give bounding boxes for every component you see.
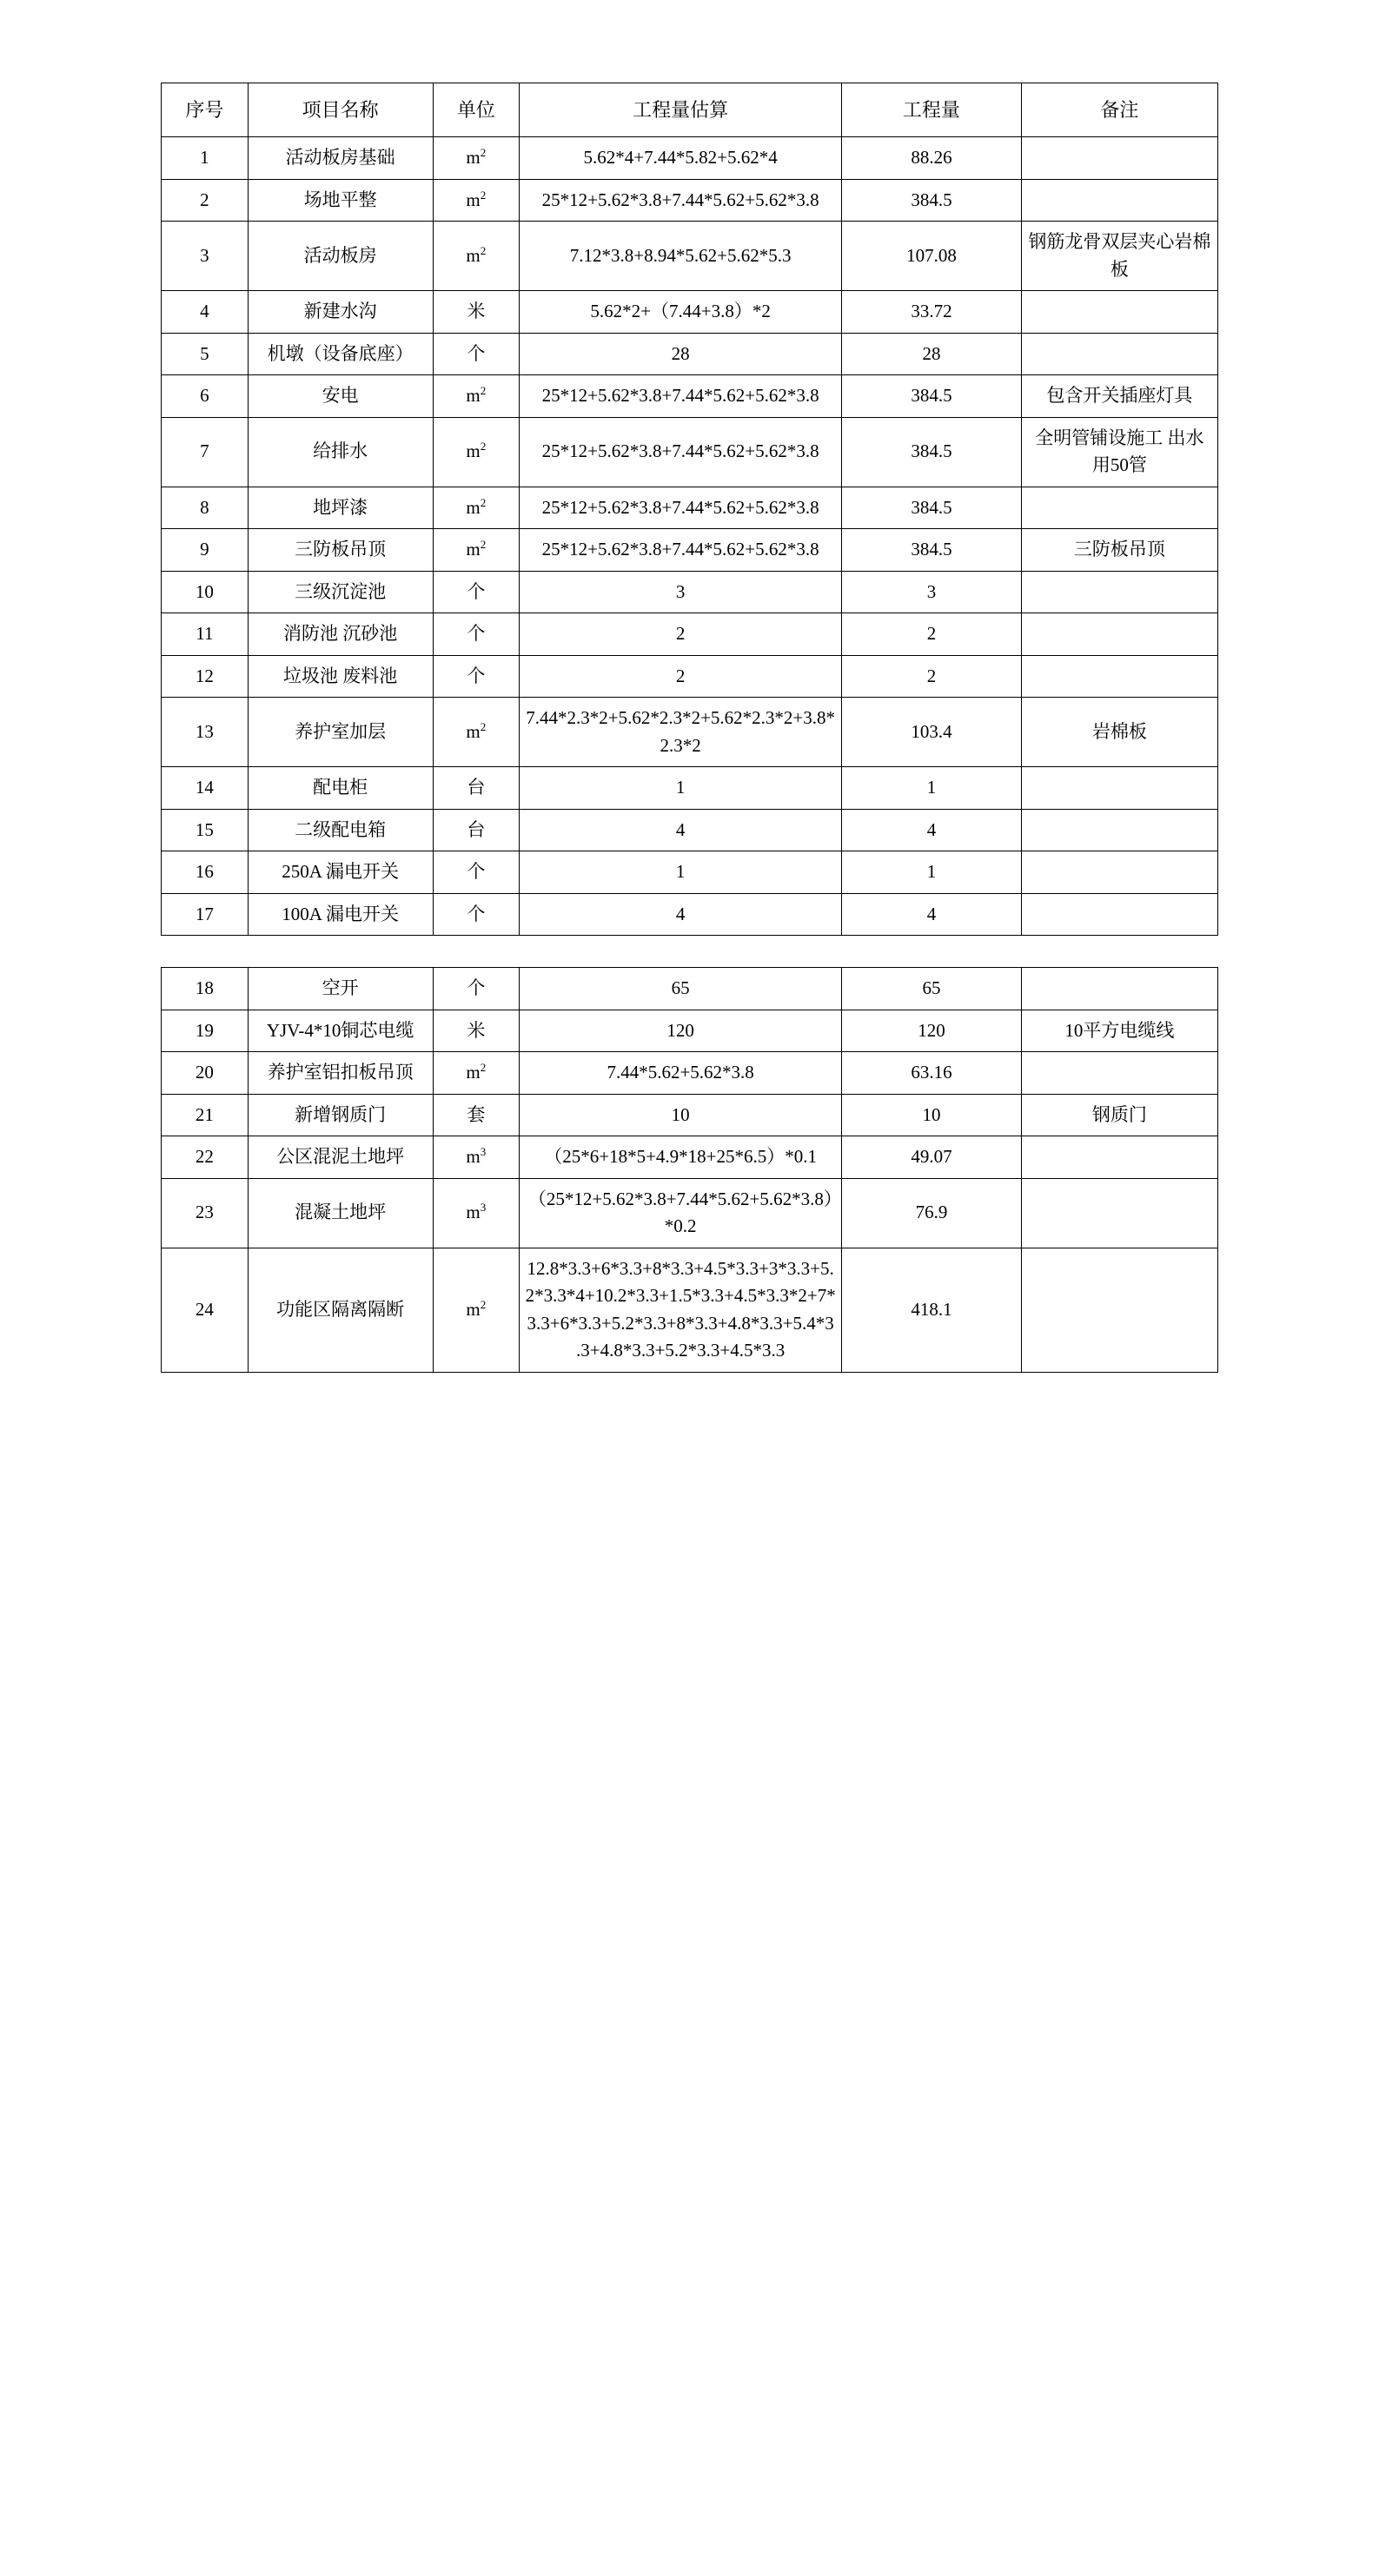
cell-unit: 台	[433, 809, 520, 851]
cell-estimate-formula: 25*12+5.62*3.8+7.44*5.62+5.62*3.8	[520, 487, 842, 529]
cell-index: 14	[162, 767, 249, 810]
cell-note	[1021, 137, 1217, 180]
cell-estimate-formula: 7.44*2.3*2+5.62*2.3*2+5.62*2.3*2+3.8*2.3*2	[520, 698, 842, 767]
cell-unit: 个	[433, 333, 520, 375]
table-row	[162, 1052, 1218, 1095]
cell-index: 2	[162, 179, 249, 222]
cell-item-name: 100A 漏电开关	[248, 893, 433, 936]
cell-quantity: 63.16	[842, 1052, 1022, 1095]
cell-unit: $m^2$	[433, 222, 520, 291]
cell-unit: 个	[433, 851, 520, 894]
cell-quantity: 384.5	[842, 375, 1022, 418]
table-row	[162, 417, 1218, 487]
cell-unit: $m^2$	[433, 1248, 520, 1372]
table-section-gap	[161, 936, 1218, 967]
table-row	[162, 1136, 1218, 1179]
cell-unit: 套	[433, 1094, 520, 1136]
cell-index: 6	[162, 375, 249, 418]
cell-index: 19	[162, 1010, 249, 1052]
cell-estimate-formula: 4	[520, 809, 842, 851]
quantity-table-part2	[161, 967, 1218, 1373]
table-row	[162, 809, 1218, 851]
cell-item-name: 活动板房	[248, 222, 433, 291]
cell-index: 7	[162, 417, 249, 487]
cell-item-name: 场地平整	[248, 179, 433, 222]
cell-index: 22	[162, 1136, 249, 1179]
cell-note: 岩棉板	[1021, 698, 1217, 767]
cell-index: 8	[162, 487, 249, 529]
cell-index: 23	[162, 1178, 249, 1248]
cell-index: 9	[162, 529, 249, 572]
table-row	[162, 222, 1218, 291]
cell-estimate-formula: 10	[520, 1094, 842, 1136]
cell-quantity: 1	[842, 767, 1022, 810]
cell-estimate-formula: 7.44*5.62+5.62*3.8	[520, 1052, 842, 1095]
cell-note	[1021, 333, 1217, 375]
cell-item-name: 新增钢质门	[248, 1094, 433, 1136]
cell-item-name: 三级沉淀池	[248, 571, 433, 613]
cell-item-name: 消防池 沉砂池	[248, 613, 433, 656]
cell-estimate-formula: 1	[520, 851, 842, 894]
cell-index: 4	[162, 291, 249, 334]
cell-item-name: 250A 漏电开关	[248, 851, 433, 894]
cell-estimate-formula: 120	[520, 1010, 842, 1052]
column-header-estimate: 工程量估算	[520, 83, 842, 137]
cell-unit: $m^2$	[433, 375, 520, 418]
cell-estimate-formula: 25*12+5.62*3.8+7.44*5.62+5.62*3.8	[520, 417, 842, 487]
cell-index: 15	[162, 809, 249, 851]
cell-unit: 个	[433, 968, 520, 1010]
cell-item-name: 养护室加层	[248, 698, 433, 767]
cell-unit: $m^2$	[433, 417, 520, 487]
table-row	[162, 968, 1218, 1010]
cell-estimate-formula: 25*12+5.62*3.8+7.44*5.62+5.62*3.8	[520, 179, 842, 222]
cell-note: 钢质门	[1021, 1094, 1217, 1136]
table-row	[162, 333, 1218, 375]
cell-quantity: 384.5	[842, 417, 1022, 487]
table-row	[162, 851, 1218, 894]
table-row	[162, 487, 1218, 529]
cell-quantity: 4	[842, 893, 1022, 936]
cell-index: 18	[162, 968, 249, 1010]
cell-estimate-formula: 3	[520, 571, 842, 613]
table-row	[162, 655, 1218, 698]
cell-index: 5	[162, 333, 249, 375]
table-row	[162, 1178, 1218, 1248]
cell-note	[1021, 487, 1217, 529]
cell-unit: $m^3$	[433, 1136, 520, 1179]
cell-estimate-formula: 2	[520, 613, 842, 656]
cell-item-name: 地坪漆	[248, 487, 433, 529]
cell-estimate-formula: （25*6+18*5+4.9*18+25*6.5）*0.1	[520, 1136, 842, 1179]
cell-quantity: 107.08	[842, 222, 1022, 291]
cell-quantity: 88.26	[842, 137, 1022, 180]
table-row	[162, 698, 1218, 767]
table-row	[162, 137, 1218, 180]
cell-index: 3	[162, 222, 249, 291]
cell-index: 1	[162, 137, 249, 180]
cell-note: 钢筋龙骨双层夹心岩棉板	[1021, 222, 1217, 291]
cell-estimate-formula: 28	[520, 333, 842, 375]
cell-quantity: 2	[842, 613, 1022, 656]
table-row	[162, 613, 1218, 656]
cell-index: 13	[162, 698, 249, 767]
cell-estimate-formula: 4	[520, 893, 842, 936]
cell-note	[1021, 1136, 1217, 1179]
cell-unit: $m^2$	[433, 487, 520, 529]
table-row	[162, 179, 1218, 222]
cell-index: 11	[162, 613, 249, 656]
cell-quantity: 28	[842, 333, 1022, 375]
cell-unit: $m^2$	[433, 698, 520, 767]
cell-quantity: 33.72	[842, 291, 1022, 334]
table-header-row	[162, 83, 1218, 137]
table-row	[162, 291, 1218, 334]
cell-note: 包含开关插座灯具	[1021, 375, 1217, 418]
cell-unit: 米	[433, 291, 520, 334]
cell-note	[1021, 1052, 1217, 1095]
cell-estimate-formula: （25*12+5.62*3.8+7.44*5.62+5.62*3.8）*0.2	[520, 1178, 842, 1248]
cell-estimate-formula: 25*12+5.62*3.8+7.44*5.62+5.62*3.8	[520, 529, 842, 572]
cell-note: 三防板吊顶	[1021, 529, 1217, 572]
cell-index: 17	[162, 893, 249, 936]
cell-note	[1021, 1248, 1217, 1372]
cell-note	[1021, 809, 1217, 851]
cell-unit: 米	[433, 1010, 520, 1052]
cell-item-name: 二级配电箱	[248, 809, 433, 851]
column-header-name: 项目名称	[248, 83, 433, 137]
quantity-table-part1	[161, 83, 1218, 936]
cell-note	[1021, 179, 1217, 222]
cell-estimate-formula: 25*12+5.62*3.8+7.44*5.62+5.62*3.8	[520, 375, 842, 418]
cell-note	[1021, 613, 1217, 656]
cell-index: 24	[162, 1248, 249, 1372]
table-row	[162, 1248, 1218, 1372]
cell-quantity: 3	[842, 571, 1022, 613]
table-row	[162, 1010, 1218, 1052]
cell-unit: $m^2$	[433, 137, 520, 180]
cell-unit: $m^2$	[433, 1052, 520, 1095]
cell-estimate-formula: 7.12*3.8+8.94*5.62+5.62*5.3	[520, 222, 842, 291]
column-header-index: 序号	[162, 83, 249, 137]
column-header-note: 备注	[1021, 83, 1217, 137]
cell-quantity: 65	[842, 968, 1022, 1010]
cell-unit: 个	[433, 613, 520, 656]
cell-item-name: 功能区隔离隔断	[248, 1248, 433, 1372]
cell-estimate-formula: 5.62*4+7.44*5.82+5.62*4	[520, 137, 842, 180]
table-row	[162, 529, 1218, 572]
table-row	[162, 1094, 1218, 1136]
cell-unit: 个	[433, 893, 520, 936]
cell-index: 10	[162, 571, 249, 613]
cell-item-name: 安电	[248, 375, 433, 418]
cell-note	[1021, 767, 1217, 810]
cell-quantity: 49.07	[842, 1136, 1022, 1179]
table-row	[162, 375, 1218, 418]
cell-quantity: 384.5	[842, 179, 1022, 222]
cell-index: 16	[162, 851, 249, 894]
cell-estimate-formula: 2	[520, 655, 842, 698]
cell-item-name: 机墩（设备底座）	[248, 333, 433, 375]
cell-item-name: 配电柜	[248, 767, 433, 810]
cell-item-name: 养护室铝扣板吊顶	[248, 1052, 433, 1095]
cell-quantity: 120	[842, 1010, 1022, 1052]
cell-note: 10平方电缆线	[1021, 1010, 1217, 1052]
cell-quantity: 2	[842, 655, 1022, 698]
cell-quantity: 76.9	[842, 1178, 1022, 1248]
cell-note	[1021, 851, 1217, 894]
cell-unit: 个	[433, 571, 520, 613]
cell-note	[1021, 893, 1217, 936]
cell-item-name: 三防板吊顶	[248, 529, 433, 572]
cell-quantity: 1	[842, 851, 1022, 894]
cell-note	[1021, 968, 1217, 1010]
cell-index: 20	[162, 1052, 249, 1095]
cell-index: 12	[162, 655, 249, 698]
cell-unit: $m^2$	[433, 179, 520, 222]
cell-note	[1021, 571, 1217, 613]
column-header-unit: 单位	[433, 83, 520, 137]
cell-item-name: 新建水沟	[248, 291, 433, 334]
cell-item-name: 垃圾池 废料池	[248, 655, 433, 698]
column-header-quantity: 工程量	[842, 83, 1022, 137]
cell-item-name: 给排水	[248, 417, 433, 487]
table-row	[162, 571, 1218, 613]
cell-item-name: 活动板房基础	[248, 137, 433, 180]
cell-quantity: 418.1	[842, 1248, 1022, 1372]
cell-note	[1021, 1178, 1217, 1248]
cell-unit: 台	[433, 767, 520, 810]
cell-estimate-formula: 65	[520, 968, 842, 1010]
cell-estimate-formula: 5.62*2+（7.44+3.8）*2	[520, 291, 842, 334]
cell-quantity: 384.5	[842, 487, 1022, 529]
cell-item-name: 公区混泥土地坪	[248, 1136, 433, 1179]
cell-estimate-formula: 12.8*3.3+6*3.3+8*3.3+4.5*3.3+3*3.3+5.2*3.3*4+10.2*3.3+1.5*3.3+4.5*3.3*2+7*3.3+6*3.3+5.2*3.3+8*3.3+4.8*3.3+5.4*3.3+4.8*3.3+5.2*3.3+4.5*3.3	[520, 1248, 842, 1372]
cell-note: 全明管铺设施工 出水用50管	[1021, 417, 1217, 487]
cell-quantity: 4	[842, 809, 1022, 851]
cell-unit: 个	[433, 655, 520, 698]
cell-quantity: 384.5	[842, 529, 1022, 572]
cell-unit: $m^2$	[433, 529, 520, 572]
table-row	[162, 893, 1218, 936]
cell-item-name: 混凝土地坪	[248, 1178, 433, 1248]
cell-note	[1021, 655, 1217, 698]
cell-index: 21	[162, 1094, 249, 1136]
cell-quantity: 10	[842, 1094, 1022, 1136]
cell-note	[1021, 291, 1217, 334]
cell-estimate-formula: 1	[520, 767, 842, 810]
table-row	[162, 767, 1218, 810]
cell-item-name: YJV-4*10铜芯电缆	[248, 1010, 433, 1052]
cell-item-name: 空开	[248, 968, 433, 1010]
cell-quantity: 103.4	[842, 698, 1022, 767]
cell-unit: $m^3$	[433, 1178, 520, 1248]
